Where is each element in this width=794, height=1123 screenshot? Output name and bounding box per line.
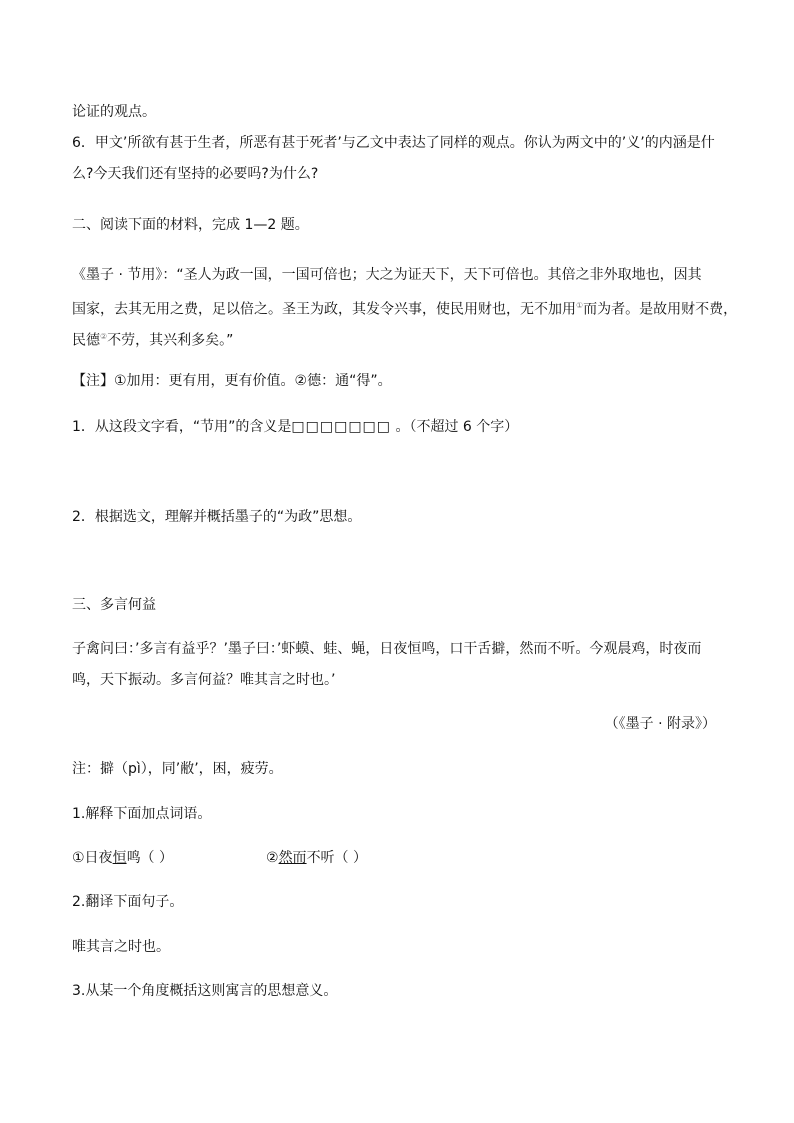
text-line: 么?今天我们还有坚持的必要吗?为什么? [72,166,319,182]
sub-question-2 [266,849,566,867]
passage-line: 《墨子 · 节用》：“圣人为政一国，一国可倍也；大之为证天下，天下可倍也。其倍之非外取地也，因其 [72,267,702,283]
text-span: 鸣（ ） [126,850,174,866]
question-line: 2.翻译下面句子。 [72,894,184,910]
passage-line: 子禽问曰：’多言有益乎？’墨子曰：’虾蟆、蛙、蝇，日夜恒鸣，口干舌擗，然而不听。今观晨鸡，时夜而 [72,641,702,657]
question-line: 1.解释下面加点词语。 [72,806,212,822]
text-span: 而为者。是故用财不费， [583,301,738,318]
text-span: 不听（ ） [306,850,368,866]
question-line [72,418,722,436]
passage-line: 鸣，天下振动。多言何益？唯其言之时也。’ [72,672,336,688]
answer-blank: □□□□□□□ [291,419,392,435]
text-span: ② [266,850,279,866]
note-line: 注：擗（pì），同’敝’，困，疲劳。 [72,761,283,777]
text-span: 1．从这段文字看，“节用”的含义是 [72,419,292,435]
question-line: 3.从某一个角度概括这则寓言的思想意义。 [72,983,338,999]
note-line: 【注】①加用：更有用，更有价值。②德：通“得”。 [72,373,392,389]
text-span: 。（不超过 6 个字） [391,419,519,435]
text-span: ①日夜 [72,850,113,866]
text-span: 民德 [72,332,100,349]
section-heading-3: 三、多言何益 [72,597,156,613]
question-line: 2．根据选文，理解并概括墨子的“为政”思想。 [72,509,362,525]
section-heading-2: 二、阅读下面的材料，完成 1—2 题。 [72,217,309,233]
dotted-word: 恒 [112,850,127,866]
passage-line [72,297,738,319]
footnote-mark: ① [576,301,584,310]
question-6: 6．甲文’所欲有甚于生者，所恶有甚于死者’与乙文中表达了同样的观点。你认为两文中的’义’的内涵是什 [72,135,715,151]
source-citation: （《墨子 · 附录》） [604,716,716,732]
text-line: 论证的观点。 [72,104,156,120]
dotted-word: 然而 [278,850,307,866]
passage-line [72,328,722,350]
translation-sentence: 唯其言之时也。 [72,939,170,955]
text-span: 国家，去其无用之费，足以倍之。圣王为政，其发令兴事，使民用财也，无不加用 [72,301,576,318]
footnote-mark: ② [100,332,108,341]
text-span: 不劳，其兴利多矣。” [107,332,234,349]
